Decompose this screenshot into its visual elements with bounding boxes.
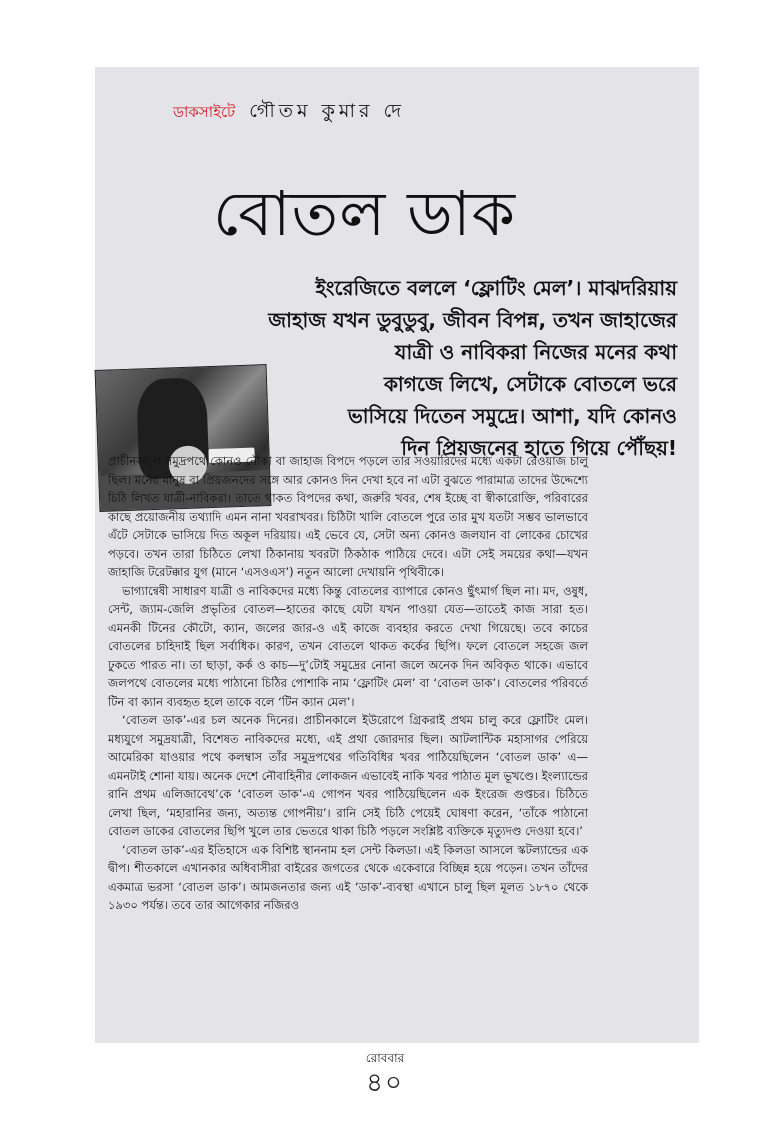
intro-line: ভাসিয়ে দিতেন সমুদ্রে। আশা, যদি কোনও [347,404,677,428]
intro-blurb [227,272,677,464]
article-body [108,452,588,915]
author-name: গৌতম কুমার দে [249,100,406,122]
page-number: ৪০ [366,1068,404,1098]
section-tag: ডাকসাইটে [173,103,236,121]
body-paragraph: ‘বোতল ডাক’-এর ইতিহাসে এক বিশিষ্ট স্থাননাম হল সেন্ট কিলডা। এই কিলডা আসলে স্কটল্যান্ডের এক দ্বীপ। শীতকালে এখানকার অধিবাসীরা বাইরের জগতের থেকে একেবারে বিচ্ছিন্ন হয়ে পড়েন। তখন তাঁদের একমাত্র ভরসা ‘বোতল ডাক’। আমজনতার জন্য এই ‘ডাক’-ব্যবস্থা এখানে চালু ছিল মূলত ১৮৭০ থেকে ১৯৩০ পর্যন্ত। তবে তার আগেকার নজিরও [108,842,588,912]
footer-magazine-name: রোববার [365,1051,405,1065]
article-header [173,97,405,129]
body-paragraph: প্রাচীনকালে সমুদ্রপথে কোনও নৌকা বা জাহাজ বিপদে পড়লে তার সওয়ারিদের মধ্যে একটা রেওয়াজ চালু ছিল। মনের মানুষ বা প্রিয়জনদের সঙ্গে আর কোনও দিন দেখা হবে না এটা বুঝতে পারামাত্র তাদের উদ্দেশ্যে চিঠি লিখত যাত্রী-নাবিকরা। তাতে থাকত বিপদের কথা, জরুরি খবর, শেষ ইচ্ছে বা স্বীকারোক্তি, পরিবারের কাছে প্রয়োজনীয় তথ্যাদি এমন নানা খবরাখবর। চিঠিটা খালি বোতলে পুরে তার মুখ যতটা সম্ভব ভালভাবে এঁটে সেটাকে ভাসিয়ে দিত অকূল দরিয়ায়। এই ভেবে যে, সেটা অন্য কোনও জলযান বা লোকের চোখের পড়বে। তখন তারা চিঠিতে লেখা ঠিকানায় খবরটা ঠিকঠাক পাঠিয়ে দেবে। এটা সেই সময়ের কথা—যখন জাহাজি টরেটক্কার যুগ (মানে ‘এসওএস’) নতুন আলো দেখায়নি পৃথিবীকে। [108,454,588,579]
article-title: বোতল ডাক [213,177,517,250]
intro-line: জাহাজ যখন ডুবুডুবু, জীবন বিপন্ন, তখন জাহাজের [268,308,677,332]
intro-line: ইংরেজিতে বললে ‘ফ্লোটিং মেল’। মাঝদরিয়ায় [315,276,677,300]
body-paragraph: ‘বোতল ডাক’-এর চল অনেক দিনের। প্রাচীনকালে ইউরোপে গ্রিকরাই প্রথম চালু করে ফ্লোটিং মেল। মধ্যযুগে সমুদ্রযাত্রী, বিশেষত নাবিকদের মধ্যে, এই প্রথা জোরদার ছিল। আটলান্টিক মহাসাগর পেরিয়ে আমেরিকা যাওয়ার পথে কলম্বাস তাঁর সমুদ্রপথের গতিবিধির খবর পাঠিয়েছিলেন ‘বোতল ডাক’ এ—এমনটাই শোনা যায়। অনেক দেশে নৌবাহিনীর লোকজন এভাবেই নাকি খবর পাঠাত মূল ভূখণ্ডে। ইংল্যান্ডের রানি প্রথম এলিজাবেথ’কে ‘বোতল ডাক’-এ গোপন খবর পাঠিয়েছিলেন এক ইংরেজ গুপ্তচর। চিঠিতে লেখা ছিল, ‘মহারানির জন্য, অত্যন্ত গোপনীয়’। রানি সেই চিঠি পেয়েই ঘোষণা করেন, ‘তাঁকে পাঠানো বোতল ডাকের বোতলের ছিপি খুলে তার ভেতরে থাকা চিঠি পড়লে সংশ্লিষ্ট ব্যক্তিকে মৃত্যুদণ্ড দেওয়া হবে।’ [108,713,588,838]
intro-line: কাগজে লিখে, সেটাকে বোতলে ভরে [383,372,677,396]
body-paragraph: ভাগ্যান্বেষী সাধারণ যাত্রী ও নাবিকদের মধ্যে কিন্তু বোতলের ব্যাপারে কোনও ছুঁৎমার্গ ছিল না। মদ, ওষুধ, সেন্ট, জ্যাম-জেলি প্রভৃতির বোতল—হাতের কাছে যেটা যখন পাওয়া যেত—তাতেই কাজ সারা হত। এমনকী টিনের কৌটো, ক্যান, জলের জার-ও এই কাজে ব্যবহার করতে দেখা গিয়েছে। তবে কাচের বোতলের চাহিদাই ছিল সর্বাধিক। কারণ, তখন বোতলে থাকত কর্কের ছিপি। ফলে বোতলে সহজে জল ঢুকতে পারত না। তা ছাড়া, কর্ক ও কাচ—দু’টোই সমুদ্রের নোনা জলে অনেক দিন অবিকৃত থাকে। এভাবে জলপথে বোতলের মধ্যে পাঠানো চিঠির পোশাকি নাম ‘ফ্লোটিং মেল’ বা ‘বোতল ডাক’। বোতলের পরিবর্তে টিন বা ক্যান ব্যবহৃত হলে তাকে বলে ‘টিন ক্যান মেল’। [108,583,588,709]
intro-line: দিন প্রিয়জনের হাতে গিয়ে পৌঁছয়! [401,436,677,460]
intro-line: যাত্রী ও নাবিকরা নিজের মনের কথা [394,340,677,364]
